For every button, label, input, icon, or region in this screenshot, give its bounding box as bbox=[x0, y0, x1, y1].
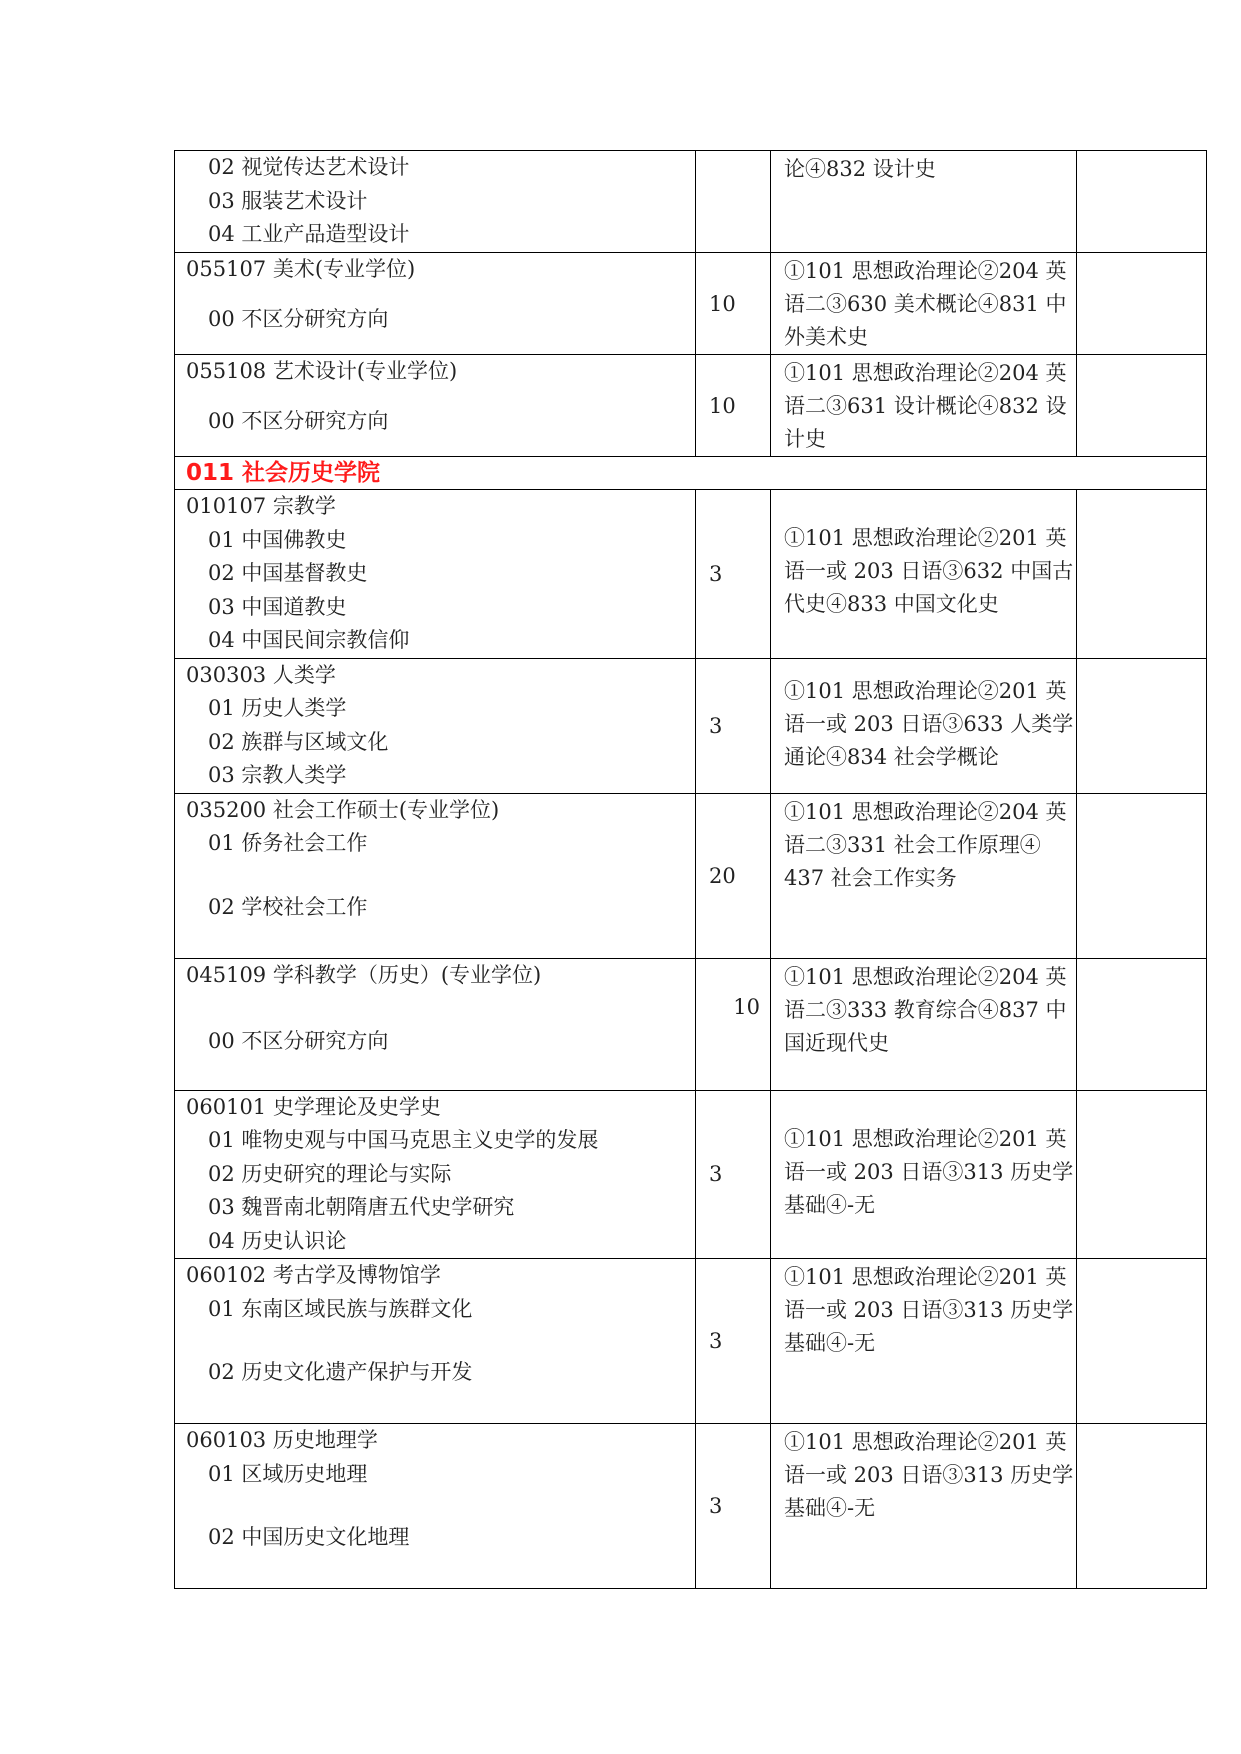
exam-line: ①101 思想政治理论②201 英 bbox=[784, 678, 1067, 703]
major-name: 010107 宗教学 bbox=[186, 494, 336, 518]
exam-cell bbox=[771, 1424, 1077, 1589]
table-row bbox=[175, 793, 1207, 958]
direction-item: 02 历史研究的理论与实际 bbox=[208, 1161, 452, 1186]
admissions-table bbox=[174, 150, 1207, 1589]
exam-line: 代史④833 中国文化史 bbox=[784, 592, 999, 616]
major-name: 060103 历史地理学 bbox=[186, 1428, 378, 1452]
exam-cell bbox=[771, 1259, 1077, 1424]
count-cell: 3 bbox=[696, 490, 771, 659]
count-cell: 10 bbox=[696, 958, 771, 1090]
count-cell: 10 bbox=[696, 355, 771, 457]
exam-cell bbox=[771, 253, 1077, 355]
direction-item: 01 区域历史地理 bbox=[208, 1461, 368, 1486]
note-cell bbox=[1077, 1259, 1207, 1424]
exam-line: 语一或 203 日语③633 人类学 bbox=[784, 711, 1074, 736]
major-cell bbox=[175, 355, 696, 457]
exam-cell bbox=[771, 793, 1077, 958]
major-cell bbox=[175, 793, 696, 958]
exam-line: 语二③331 社会工作原理④ bbox=[784, 832, 1041, 857]
major-cell bbox=[175, 1259, 696, 1424]
direction-item: 00 不区分研究方向 bbox=[208, 408, 389, 433]
count-cell: 3 bbox=[696, 1424, 771, 1589]
section-row bbox=[175, 457, 1207, 490]
exam-line: 语一或 203 日语③313 历史学 bbox=[784, 1298, 1074, 1322]
major-cell bbox=[175, 151, 696, 253]
direction-item: 00 不区分研究方向 bbox=[208, 1029, 389, 1053]
exam-line: 语一或 203 日语③313 历史学 bbox=[784, 1463, 1074, 1487]
major-name: 055108 艺术设计(专业学位) bbox=[186, 359, 458, 383]
table-row bbox=[175, 151, 1207, 253]
major-name: 030303 人类学 bbox=[186, 662, 336, 687]
major-cell bbox=[175, 958, 696, 1090]
note-cell bbox=[1077, 355, 1207, 457]
major-cell bbox=[175, 253, 696, 355]
exam-line: ①101 思想政治理论②204 英 bbox=[784, 361, 1067, 385]
count-cell: 3 bbox=[696, 1090, 771, 1259]
direction-item: 03 魏晋南北朝隋唐五代史学研究 bbox=[208, 1195, 515, 1219]
exam-line: ①101 思想政治理论②201 英 bbox=[784, 1265, 1067, 1289]
direction-item: 04 历史认识论 bbox=[208, 1228, 347, 1253]
note-cell bbox=[1077, 658, 1207, 793]
direction-item: 01 东南区域民族与族群文化 bbox=[208, 1296, 473, 1321]
count-cell: 20 bbox=[696, 793, 771, 958]
major-name: 055107 美术(专业学位) bbox=[186, 257, 416, 281]
section-title: 011 社会历史学院 bbox=[175, 457, 1207, 490]
table-row bbox=[175, 355, 1207, 457]
table-row bbox=[175, 1090, 1207, 1259]
direction-item: 02 中国历史文化地理 bbox=[208, 1525, 410, 1549]
table-row bbox=[175, 490, 1207, 659]
exam-cell bbox=[771, 151, 1077, 253]
table-row bbox=[175, 1259, 1207, 1424]
exam-line: ①101 思想政治理论②204 英 bbox=[784, 259, 1067, 283]
major-name: 060101 史学理论及史学史 bbox=[186, 1094, 441, 1119]
exam-line: 语一或 203 日语③313 历史学 bbox=[784, 1159, 1074, 1184]
table-row bbox=[175, 958, 1207, 1090]
count-cell bbox=[696, 151, 771, 253]
direction-item: 03 服装艺术设计 bbox=[208, 188, 368, 213]
table-row bbox=[175, 658, 1207, 793]
direction-item: 02 视觉传达艺术设计 bbox=[208, 155, 410, 179]
direction-item: 02 历史文化遗产保护与开发 bbox=[208, 1360, 473, 1384]
note-cell bbox=[1077, 1424, 1207, 1589]
exam-line: 语一或 203 日语③632 中国古 bbox=[784, 559, 1074, 583]
exam-line: 外美术史 bbox=[784, 325, 868, 349]
exam-line: 437 社会工作实务 bbox=[784, 865, 957, 890]
exam-line: 语二③333 教育综合④837 中 bbox=[784, 997, 1067, 1022]
exam-line: ①101 思想政治理论②201 英 bbox=[784, 526, 1067, 550]
note-cell bbox=[1077, 1090, 1207, 1259]
note-cell bbox=[1077, 793, 1207, 958]
major-name: 060102 考古学及博物馆学 bbox=[186, 1263, 441, 1287]
exam-line: 基础④-无 bbox=[784, 1331, 876, 1355]
exam-line: 基础④-无 bbox=[784, 1192, 876, 1217]
direction-item: 00 不区分研究方向 bbox=[208, 306, 389, 331]
table-row bbox=[175, 253, 1207, 355]
exam-line: ①101 思想政治理论②204 英 bbox=[784, 799, 1067, 824]
major-name: 035200 社会工作硕士(专业学位) bbox=[186, 797, 500, 822]
major-cell bbox=[175, 1424, 696, 1589]
exam-line: 通论④834 社会学概论 bbox=[784, 744, 999, 769]
major-cell bbox=[175, 490, 696, 659]
note-cell bbox=[1077, 151, 1207, 253]
count-cell: 3 bbox=[696, 658, 771, 793]
direction-item: 01 唯物史观与中国马克思主义史学的发展 bbox=[208, 1128, 599, 1152]
direction-item: 04 中国民间宗教信仰 bbox=[208, 628, 410, 652]
exam-line: 计史 bbox=[784, 427, 826, 451]
exam-line: 基础④-无 bbox=[784, 1496, 876, 1520]
major-name: 045109 学科教学（历史）(专业学位) bbox=[186, 962, 542, 987]
exam-line: 语二③630 美术概论④831 中 bbox=[784, 292, 1067, 316]
direction-item: 02 族群与区域文化 bbox=[208, 729, 389, 754]
direction-item: 02 中国基督教史 bbox=[208, 561, 368, 585]
direction-item: 04 工业产品造型设计 bbox=[208, 222, 410, 246]
count-cell: 3 bbox=[696, 1259, 771, 1424]
exam-cell bbox=[771, 658, 1077, 793]
direction-item: 01 中国佛教史 bbox=[208, 527, 347, 552]
note-cell bbox=[1077, 253, 1207, 355]
table-row bbox=[175, 1424, 1207, 1589]
major-cell bbox=[175, 658, 696, 793]
direction-item: 03 宗教人类学 bbox=[208, 763, 347, 787]
note-cell bbox=[1077, 490, 1207, 659]
direction-item: 03 中国道教史 bbox=[208, 594, 347, 619]
exam-cell bbox=[771, 1090, 1077, 1259]
direction-item: 01 历史人类学 bbox=[208, 696, 347, 720]
direction-item: 02 学校社会工作 bbox=[208, 894, 368, 919]
exam-line: 语二③631 设计概论④832 设 bbox=[784, 394, 1067, 418]
exam-cell bbox=[771, 355, 1077, 457]
count-cell: 10 bbox=[696, 253, 771, 355]
exam-line: ①101 思想政治理论②201 英 bbox=[784, 1126, 1067, 1151]
exam-line: ①101 思想政治理论②201 英 bbox=[784, 1430, 1067, 1454]
direction-item: 01 侨务社会工作 bbox=[208, 831, 368, 855]
exam-cell bbox=[771, 958, 1077, 1090]
exam-line: ①101 思想政治理论②204 英 bbox=[784, 964, 1067, 989]
exam-cell bbox=[771, 490, 1077, 659]
exam-line: 论④832 设计史 bbox=[784, 157, 936, 181]
major-cell bbox=[175, 1090, 696, 1259]
exam-line: 国近现代史 bbox=[784, 1030, 889, 1055]
note-cell bbox=[1077, 958, 1207, 1090]
